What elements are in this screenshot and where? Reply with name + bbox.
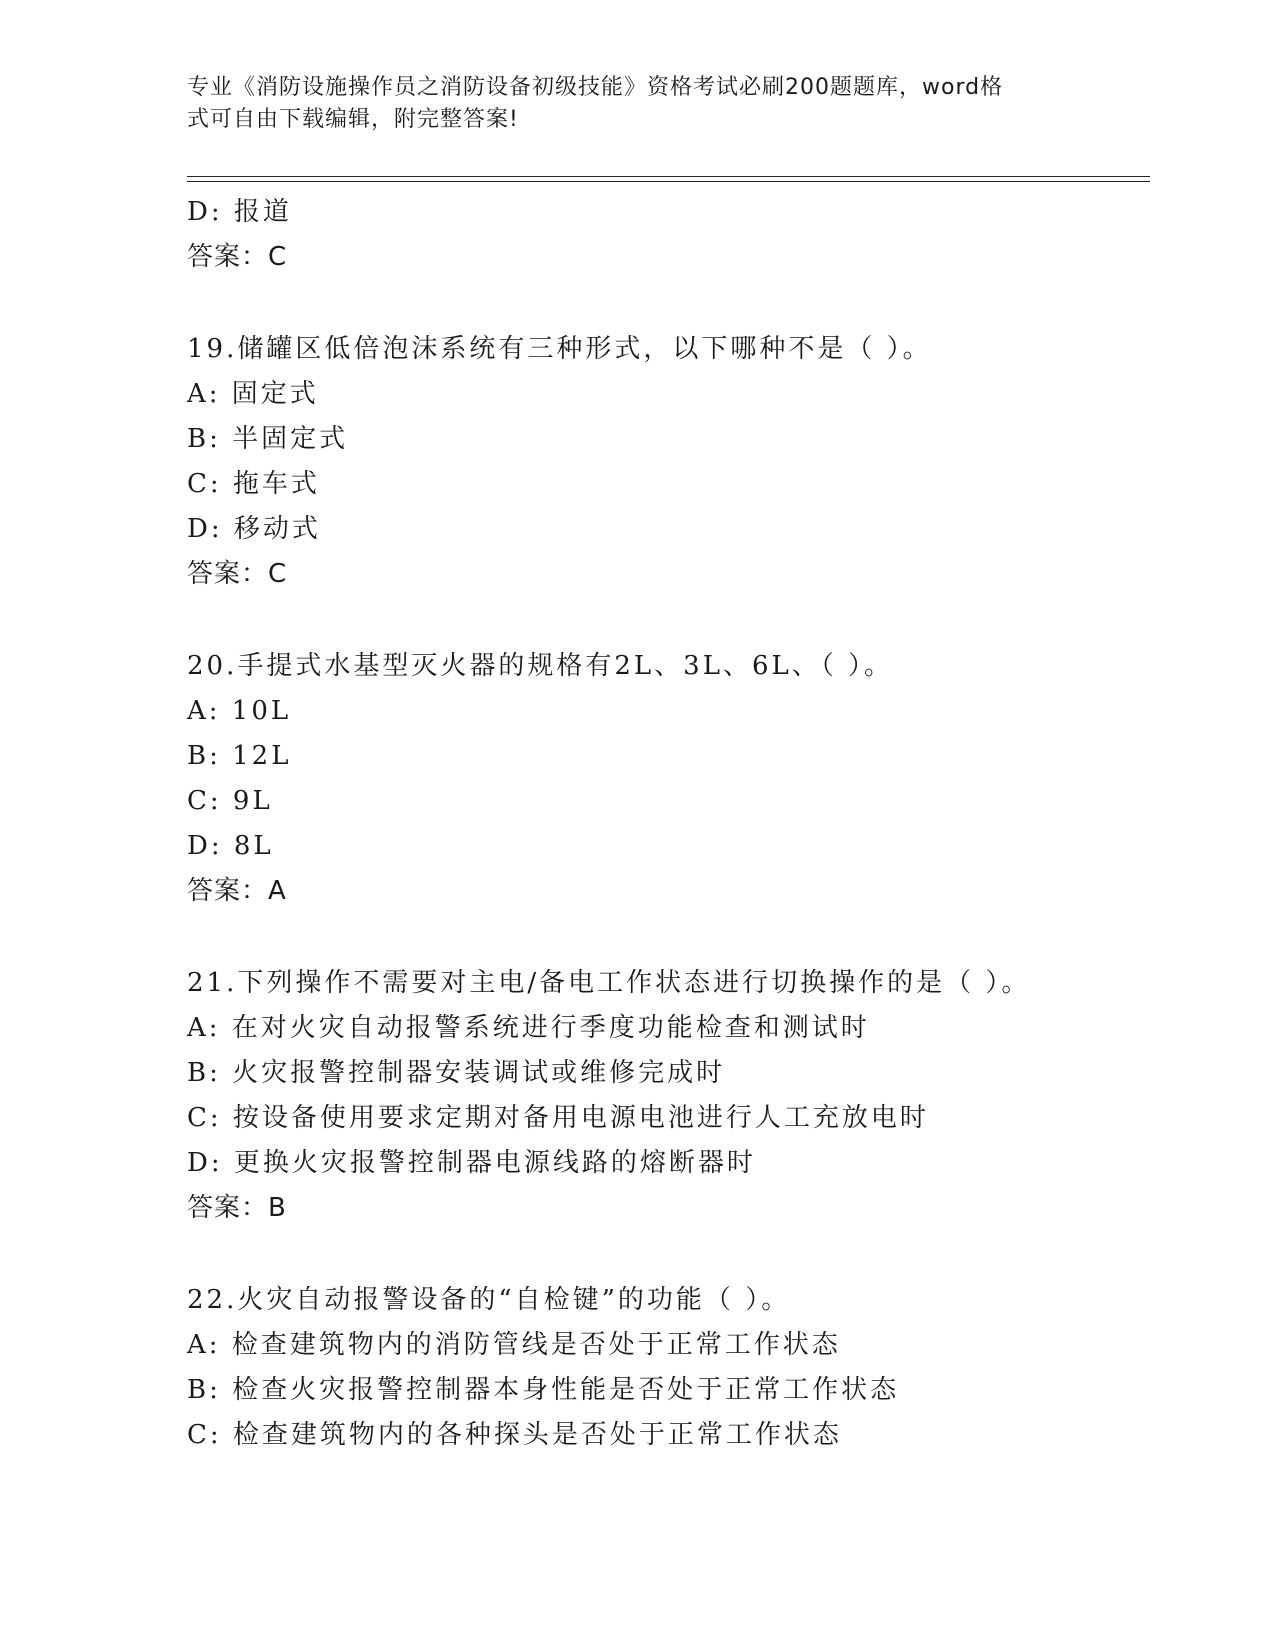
q20-answer: 答案：A: [187, 876, 287, 906]
page-header: [187, 72, 1087, 136]
spacer: [187, 280, 1147, 327]
q21-option-d: D: 更换火灾报警控制器电源线路的熔断器时: [187, 1148, 756, 1178]
q21-answer: 答案：B: [187, 1193, 287, 1223]
spacer: [187, 914, 1147, 961]
q22-option-c: C: 检查建筑物内的各种探头是否处于正常工作状态: [187, 1420, 842, 1450]
q20-option-b: B: 12L: [187, 741, 292, 771]
q20-stem: 20.手提式水基型灭火器的规格有2L、3L、6L、（ ）。: [187, 651, 894, 681]
q21-option-a: A: 在对火灾自动报警系统进行季度功能检查和测试时: [187, 1013, 870, 1043]
q19-option-c: C: 拖车式: [187, 469, 320, 499]
header-divider-top: [187, 176, 1150, 177]
q19-option-d: D: 移动式: [187, 514, 321, 544]
spacer: [187, 597, 1147, 644]
q20-option-d: D: 8L: [187, 831, 274, 861]
q19-option-a: A: 固定式: [187, 379, 319, 409]
q19-answer: 答案：C: [187, 559, 288, 589]
q22-option-a: A: 检查建筑物内的消防管线是否处于正常工作状态: [187, 1330, 841, 1360]
q19-stem: 19.储罐区低倍泡沫系统有三种形式，以下哪种不是（ ）。: [187, 334, 932, 364]
question-list: [187, 190, 1147, 1458]
header-line-1: 专业《消防设施操作员之消防设备初级技能》资格考试必刷200题题库，word格: [187, 75, 1004, 100]
header-divider-bottom: [187, 181, 1150, 182]
q21-option-b: B: 火灾报警控制器安装调试或维修完成时: [187, 1058, 726, 1088]
q20-option-a: A: 10L: [187, 696, 292, 726]
q22-option-b: B: 检查火灾报警控制器本身性能是否处于正常工作状态: [187, 1375, 900, 1405]
spacer: [187, 1231, 1147, 1278]
q18-answer: 答案：C: [187, 242, 288, 272]
q21-option-c: C: 按设备使用要求定期对备用电源电池进行人工充放电时: [187, 1103, 929, 1133]
q20-option-c: C: 9L: [187, 786, 273, 816]
q22-stem: 22.火灾自动报警设备的“自检键”的功能（ ）。: [187, 1285, 791, 1315]
q19-option-b: B: 半固定式: [187, 424, 349, 454]
q18-option-d: D: 报道: [187, 197, 292, 227]
header-line-2: 式可自由下载编辑，附完整答案!: [187, 107, 519, 132]
q21-stem: 21.下列操作不需要对主电/备电工作状态进行切换操作的是（ ）。: [187, 968, 1031, 998]
